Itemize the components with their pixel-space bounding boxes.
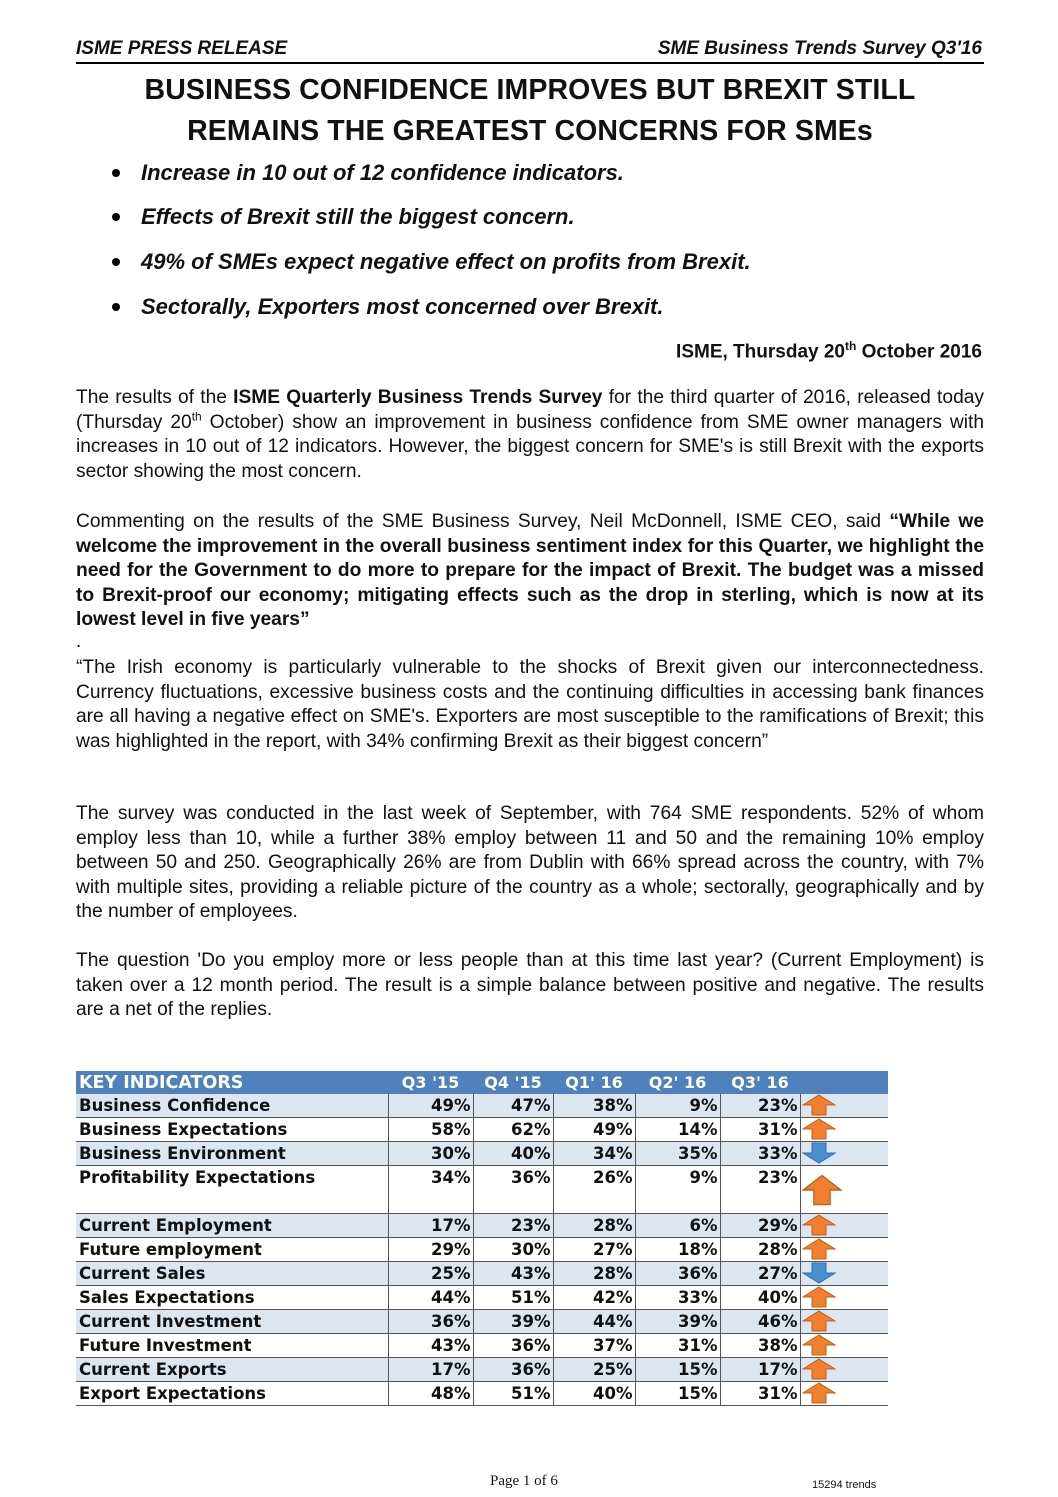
indicator-value: 31% xyxy=(720,1118,800,1142)
trend-up-arrow-icon xyxy=(802,1310,836,1332)
indicator-value: 15% xyxy=(635,1382,720,1406)
indicator-value: 28% xyxy=(720,1238,800,1262)
indicator-value: 26% xyxy=(553,1166,635,1214)
indicator-value: 17% xyxy=(388,1358,473,1382)
table-row xyxy=(76,1382,888,1406)
trend-cell xyxy=(800,1214,888,1238)
indicator-value: 48% xyxy=(388,1382,473,1406)
table-header-cell xyxy=(800,1071,888,1094)
bullet-dot xyxy=(112,169,120,177)
indicator-value: 28% xyxy=(553,1262,635,1286)
trend-up-arrow-icon xyxy=(802,1118,836,1140)
header-left: ISME PRESS RELEASE xyxy=(76,38,288,59)
indicator-value: 28% xyxy=(553,1214,635,1238)
indicator-label: Sales Expectations xyxy=(76,1286,388,1310)
indicator-value: 30% xyxy=(388,1142,473,1166)
indicator-value: 43% xyxy=(388,1334,473,1358)
indicator-value: 36% xyxy=(635,1262,720,1286)
paragraph-irish-economy: “The Irish economy is particularly vulnerable to the shocks of Brexit given our interconnectedness. Currency fluctuations, excessive business costs and the continuing difficulties in accessing bank finances are all having a negative effect on SME's. Exporters are most susceptible to the ramifications of Brexit; this was highlighted in the report, with 34% confirming Brexit as their biggest concern” xyxy=(76,657,984,752)
trend-cell xyxy=(800,1382,888,1406)
header-right: SME Business Trends Survey Q3'16 xyxy=(657,38,982,59)
indicator-label: Future employment xyxy=(76,1238,388,1262)
headline-line-2: REMAINS THE GREATEST CONCERNS FOR SMEs xyxy=(187,115,873,147)
table-row xyxy=(76,1214,888,1238)
trend-cell xyxy=(800,1118,888,1142)
indicator-value: 27% xyxy=(720,1262,800,1286)
table-row xyxy=(76,1310,888,1334)
trend-cell xyxy=(800,1142,888,1166)
paragraph-ceo-quote: Commenting on the results of the SME Business Survey, Neil McDonnell, ISME CEO, said “While we welcome the improvement in the overall business sentiment index for this Quarter, we highlight the need for the Government to do more to prepare for the impact of Brexit. The budget was a missed to Brexit-proof our economy; mitigating effects such as the drop in sterling, which is now at its lowest level in five years” xyxy=(76,511,985,630)
page-number: Page 1 of 6 xyxy=(490,1473,558,1489)
indicator-value: 40% xyxy=(473,1142,553,1166)
trend-down-arrow-icon xyxy=(802,1262,836,1284)
key-indicators-table xyxy=(76,1071,888,1406)
indicator-value: 14% xyxy=(635,1118,720,1142)
indicator-value: 40% xyxy=(553,1382,635,1406)
indicator-value: 62% xyxy=(473,1118,553,1142)
table-header-cell: Q4 '15 xyxy=(473,1071,553,1094)
indicator-value: 36% xyxy=(388,1310,473,1334)
bullet-dot xyxy=(112,213,120,221)
dateline: ISME, Thursday 20th October 2016 xyxy=(676,339,982,363)
indicator-value: 15% xyxy=(635,1358,720,1382)
indicator-value: 18% xyxy=(635,1238,720,1262)
indicator-value: 25% xyxy=(388,1262,473,1286)
trend-cell xyxy=(800,1334,888,1358)
trend-cell xyxy=(800,1262,888,1286)
table-header-cell: Q2' 16 xyxy=(635,1071,720,1094)
table-header-cell: Q1' 16 xyxy=(553,1071,635,1094)
table-row xyxy=(76,1286,888,1310)
indicator-value: 33% xyxy=(635,1286,720,1310)
indicator-value: 29% xyxy=(388,1238,473,1262)
indicator-value: 30% xyxy=(473,1238,553,1262)
document-reference: 15294 trends xyxy=(812,1479,877,1491)
table-row xyxy=(76,1262,888,1286)
paragraph-employment-question: The question 'Do you employ more or less people than at this time last year? (Current Employment) is taken over a 12 month period. The result is a simple balance between positive and negative. The results are a net of the replies. xyxy=(76,950,984,1020)
trend-cell xyxy=(800,1238,888,1262)
table-header-cell: KEY INDICATORS xyxy=(76,1071,388,1094)
trend-up-arrow-icon xyxy=(802,1214,836,1236)
table-row xyxy=(76,1094,888,1118)
indicator-value: 43% xyxy=(473,1262,553,1286)
table-row xyxy=(76,1358,888,1382)
headline-line-1: BUSINESS CONFIDENCE IMPROVES BUT BREXIT STILL xyxy=(144,74,916,106)
indicator-value: 47% xyxy=(473,1094,553,1118)
indicator-value: 39% xyxy=(473,1310,553,1334)
table-header-row xyxy=(76,1071,888,1094)
indicator-value: 27% xyxy=(553,1238,635,1262)
trend-up-arrow-icon xyxy=(802,1094,836,1116)
indicator-label: Profitability Expectations xyxy=(76,1166,388,1214)
indicator-value: 38% xyxy=(720,1334,800,1358)
indicator-value: 44% xyxy=(553,1310,635,1334)
trend-up-arrow-icon xyxy=(802,1334,836,1356)
indicator-label: Export Expectations xyxy=(76,1382,388,1406)
indicator-label: Current Investment xyxy=(76,1310,388,1334)
indicator-value: 35% xyxy=(635,1142,720,1166)
paragraph-survey-method: The survey was conducted in the last week of September, with 764 SME respondents. 52% of whom employ less than 10, while a further 38% employ between 11 and 50 and the remaining 10% employ between 50 and 250. Geographically 26% are from Dublin with 66% spread across the country, with 7% with multiple sites, providing a reliable picture of the country as a whole; sectorally, geographically and by the number of employees. xyxy=(76,803,984,922)
indicator-value: 39% xyxy=(635,1310,720,1334)
indicator-value: 23% xyxy=(720,1094,800,1118)
trend-down-arrow-icon xyxy=(802,1142,836,1164)
indicator-value: 17% xyxy=(720,1358,800,1382)
indicator-label: Business Expectations xyxy=(76,1118,388,1142)
bullet-dot xyxy=(112,303,120,311)
paragraph-dot: . xyxy=(76,631,82,652)
indicator-value: 9% xyxy=(635,1094,720,1118)
indicator-value: 34% xyxy=(553,1142,635,1166)
indicator-value: 25% xyxy=(553,1358,635,1382)
trend-up-arrow-icon xyxy=(802,1174,842,1206)
indicator-value: 6% xyxy=(635,1214,720,1238)
trend-cell xyxy=(800,1286,888,1310)
table-row xyxy=(76,1238,888,1262)
bullet-item: Increase in 10 out of 12 confidence indicators. xyxy=(141,160,624,185)
trend-cell xyxy=(800,1094,888,1118)
indicator-value: 37% xyxy=(553,1334,635,1358)
indicator-value: 36% xyxy=(473,1334,553,1358)
bullet-item: Sectorally, Exporters most concerned over Brexit. xyxy=(141,294,664,319)
table-row xyxy=(76,1118,888,1142)
table-row xyxy=(76,1334,888,1358)
indicator-value: 36% xyxy=(473,1166,553,1214)
bullet-item: 49% of SMEs expect negative effect on profits from Brexit. xyxy=(141,249,751,274)
indicator-value: 31% xyxy=(720,1382,800,1406)
indicator-value: 17% xyxy=(388,1214,473,1238)
indicator-label: Future Investment xyxy=(76,1334,388,1358)
indicator-value: 33% xyxy=(720,1142,800,1166)
trend-up-arrow-icon xyxy=(802,1286,836,1308)
table-row xyxy=(76,1142,888,1166)
header-rule xyxy=(76,62,984,64)
indicator-label: Business Confidence xyxy=(76,1094,388,1118)
indicator-value: 23% xyxy=(720,1166,800,1214)
indicator-value: 9% xyxy=(635,1166,720,1214)
indicator-value: 34% xyxy=(388,1166,473,1214)
indicator-label: Current Sales xyxy=(76,1262,388,1286)
indicator-value: 44% xyxy=(388,1286,473,1310)
indicator-value: 49% xyxy=(388,1094,473,1118)
indicator-value: 51% xyxy=(473,1382,553,1406)
bullet-item: Effects of Brexit still the biggest concern. xyxy=(141,204,575,229)
table-row xyxy=(76,1166,888,1214)
indicator-value: 58% xyxy=(388,1118,473,1142)
trend-cell xyxy=(800,1310,888,1334)
indicator-value: 36% xyxy=(473,1358,553,1382)
bullet-dot xyxy=(112,258,120,266)
trend-up-arrow-icon xyxy=(802,1238,836,1260)
trend-cell xyxy=(800,1166,888,1214)
indicator-value: 51% xyxy=(473,1286,553,1310)
trend-up-arrow-icon xyxy=(802,1358,836,1380)
indicator-label: Current Exports xyxy=(76,1358,388,1382)
table-header-cell: Q3' 16 xyxy=(720,1071,800,1094)
indicator-value: 38% xyxy=(553,1094,635,1118)
table-header-cell: Q3 '15 xyxy=(388,1071,473,1094)
indicator-label: Business Environment xyxy=(76,1142,388,1166)
trend-cell xyxy=(800,1358,888,1382)
paragraph-results: The results of the ISME Quarterly Business Trends Survey for the third quarter of 2016, released today (Thursday 20th October) show an improvement in business confidence from SME owner managers with increases in 10 out of 12 indicators. However, the biggest concern for SME's is still Brexit with the exports sector showing the most concern. xyxy=(76,387,985,482)
indicator-value: 40% xyxy=(720,1286,800,1310)
indicator-value: 29% xyxy=(720,1214,800,1238)
indicator-value: 42% xyxy=(553,1286,635,1310)
indicator-label: Current Employment xyxy=(76,1214,388,1238)
indicator-value: 49% xyxy=(553,1118,635,1142)
trend-up-arrow-icon xyxy=(802,1382,836,1404)
indicator-value: 31% xyxy=(635,1334,720,1358)
indicator-value: 23% xyxy=(473,1214,553,1238)
indicator-value: 46% xyxy=(720,1310,800,1334)
